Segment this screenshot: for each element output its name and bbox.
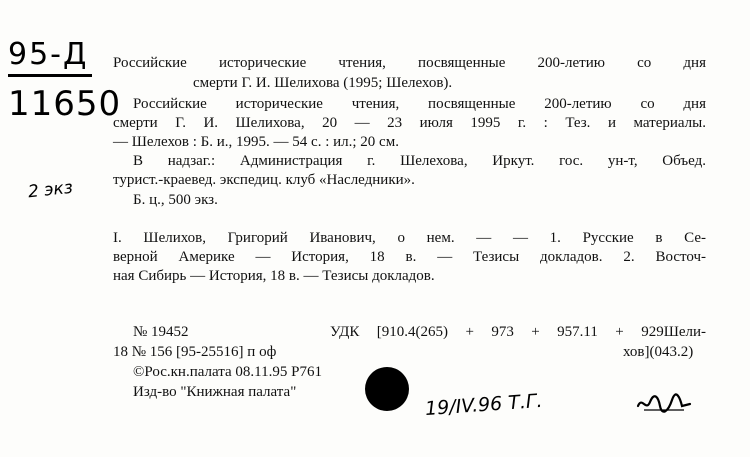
heading-line-1: Российские исторические чтения, посвященные 200-летию со дня xyxy=(113,55,706,71)
description-line-2: смерти Г. И. Шелихова, 20 — 23 июля 1995 г. : Тез. и материалы. xyxy=(113,115,706,131)
subjects-line-2: верной Америке — История, 18 в. — Тезисы докладов. 2. Восточ- xyxy=(113,249,706,265)
price-edition: Б. ц., 500 экз. xyxy=(133,192,218,208)
handwritten-date-mark: 19/IV.96 Т.Г. xyxy=(424,389,544,421)
footer-number: № 19452 xyxy=(133,324,189,340)
description-line-3: — Шелехов : Б. и., 1995. — 54 с. : ил.; 20 см. xyxy=(113,134,399,150)
ink-blot xyxy=(365,367,409,411)
handwritten-copies-mark: 2 экз xyxy=(27,177,74,203)
subjects-line-3: ная Сибирь — История, 18 в. — Тезисы докладов. xyxy=(113,268,435,284)
handwritten-number: 11650 xyxy=(8,84,122,124)
footer-publisher: Изд-во "Книжная палата" xyxy=(133,384,297,400)
footer-udk: УДК [910.4(265) + 973 + 957.11 + 929Шели- xyxy=(330,324,706,340)
footer-order: 18 № 156 [95-25516] п оф xyxy=(113,344,277,360)
handwritten-shelf-code: 95-Д xyxy=(8,36,92,77)
subjects-line-1: I. Шелихов, Григорий Иванович, о нем. — — 1. Русские в Се- xyxy=(113,230,706,246)
note-line-2: турист.-краевед. экспедиц. клуб «Наследники». xyxy=(113,172,415,188)
heading-line-2: смерти Г. И. Шелихова (1995; Шелехов). xyxy=(193,75,453,91)
note-line-1: В надзаг.: Администрация г. Шелехова, Иркут. гос. ун-т, Объед. xyxy=(133,153,706,169)
footer-udk-continued: хов](043.2) xyxy=(623,344,694,360)
description-line-1: Российские исторические чтения, посвященные 200-летию со дня xyxy=(133,96,706,112)
handwritten-signature xyxy=(634,390,694,416)
footer-copyright: ©Рос.кн.палата 08.11.95 Р761 xyxy=(133,364,322,380)
